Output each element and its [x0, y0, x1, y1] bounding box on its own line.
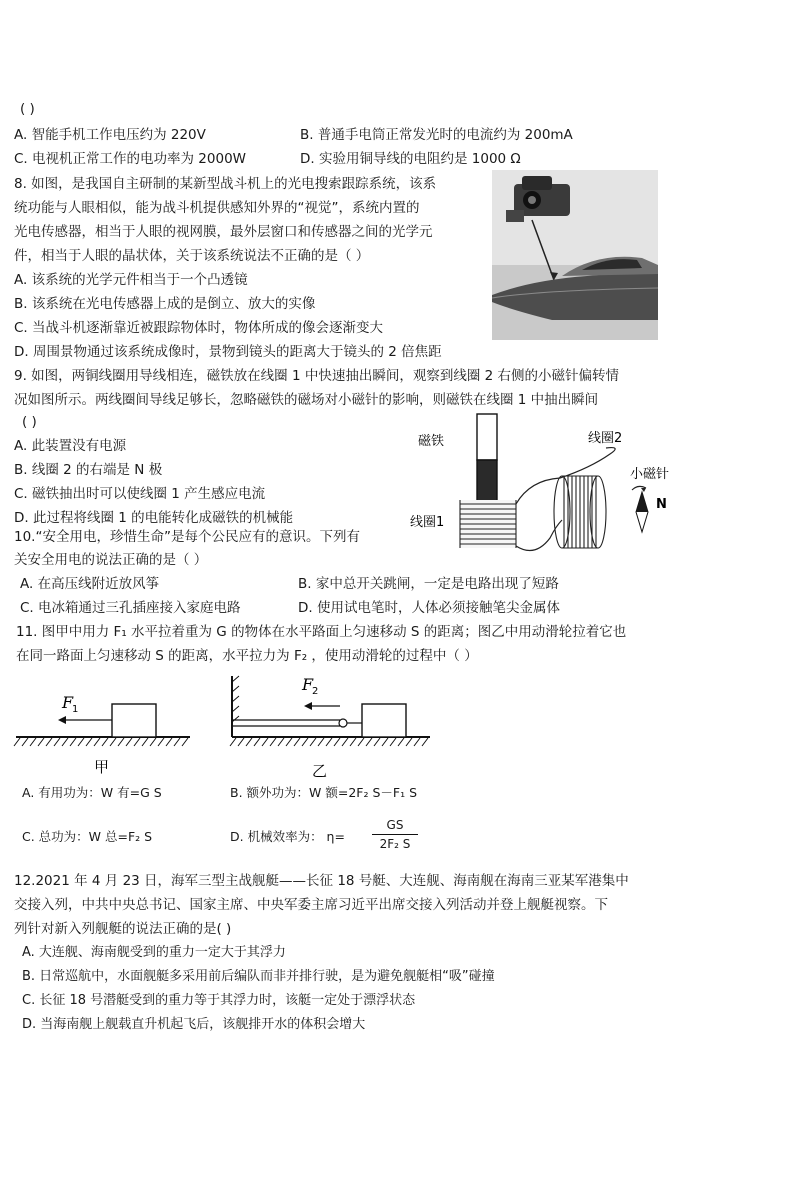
- q9-option-d: D. 此过程将线圈 1 的电能转化成磁铁的机械能: [14, 510, 294, 526]
- q10-option-b: B. 家中总开关跳闸，一定是电路出现了短路: [298, 576, 559, 592]
- magnet-label: 磁铁: [418, 434, 445, 449]
- q7-answer-bracket: ( ): [20, 101, 35, 117]
- magnet-bar: [477, 414, 497, 506]
- q8-option-c: C. 当战斗机逐渐靠近被跟踪物体时，物体所成的像会逐渐变大: [14, 320, 384, 336]
- q8-stem-line4: 件，相当于人眼的晶状体，关于该系统说法不正确的是（ ）: [14, 248, 370, 264]
- fighter-jet-illustration: [492, 170, 658, 340]
- q7-option-c: C. 电视机正常工作的电功率为 2000W: [14, 151, 247, 167]
- q9-stem-line1: 9. 如图，两铜线圈用导线相连，磁铁放在线圈 1 中快速抽出瞬间，观察到线圈 2 右侧的小磁针偏转情: [14, 368, 620, 384]
- block-jia: [112, 704, 156, 737]
- fraction-bar: [372, 834, 418, 835]
- q9-coil-diagram: [410, 408, 680, 568]
- efficiency-fraction: [370, 818, 420, 851]
- q10-option-d: D. 使用试电笔时，人体必须接触笔尖金属体: [298, 600, 560, 616]
- q8-option-d: D. 周围景物通过该系统成像时，景物到镜头的距离大于镜头的 2 倍焦距: [14, 344, 442, 360]
- coil2-label: 线圈2: [588, 431, 623, 446]
- force-f2-label: F: [302, 675, 314, 694]
- q12-option-d: D. 当海南舰上舰载直升机起飞后，该舰排开水的体积会增大: [22, 1017, 366, 1032]
- needle-n-label: N: [656, 497, 667, 512]
- figure-jia: [14, 693, 190, 776]
- q12-option-a: A. 大连舰、海南舰受到的重力一定大于其浮力: [22, 945, 286, 960]
- q8-stem-line2: 统功能与人眼相似，能为战斗机提供感知外界的“视觉”，系统内置的: [14, 200, 420, 216]
- figure-yi: [230, 675, 430, 780]
- q11-option-d: D. 机械效率为： η=: [230, 829, 345, 844]
- figure-yi-caption: 乙: [312, 762, 328, 780]
- block-yi: [362, 704, 406, 737]
- q8-option-a: A. 该系统的光学元件相当于一个凸透镜: [14, 272, 248, 288]
- q9-option-c: C. 磁铁抽出时可以使线圈 1 产生感应电流: [14, 486, 266, 502]
- q11-stem-line1: 11. 图甲中用力 F₁ 水平拉着重为 G 的物体在水平路面上匀速移动 S 的距离；图乙中用动滑轮拉着它也: [16, 624, 627, 640]
- fraction-denominator: 2F₂ S: [379, 837, 411, 851]
- q12-stem-line1: 12.2021 年 4 月 23 日，海军三型主战舰艇——长征 18 号艇、大连舰、海南舰在海南三亚某军港集中: [14, 873, 629, 889]
- q10-option-c: C. 电冰箱通过三孔插座接入家庭电路: [20, 600, 241, 616]
- needle-label: 小磁针: [630, 467, 670, 482]
- coil-1: [460, 500, 516, 548]
- q12-option-c: C. 长征 18 号潜艇受到的重力等于其浮力时，该艇一定处于漂浮状态: [22, 993, 416, 1008]
- q12-option-b: B. 日常巡航中，水面舰艇多采用前后编队而非并排行驶，是为避免舰艇相“吸”碰撞: [22, 969, 495, 984]
- q8-stem-line1: 8. 如图，是我国自主研制的某新型战斗机上的光电搜索跟踪系统，该系: [14, 176, 437, 192]
- q11-option-b: B. 额外功为：W 额=2F₂ S－F₁ S: [230, 785, 417, 800]
- q8-option-b: B. 该系统在光电传感器上成的是倒立、放大的实像: [14, 296, 316, 312]
- q10-option-a: A. 在高压线附近放风筝: [20, 576, 160, 592]
- coil1-label: 线圈1: [410, 515, 445, 530]
- compass-needle-icon: [632, 486, 648, 532]
- force-f1-label: F: [62, 693, 74, 712]
- figure-jia-caption: 甲: [94, 758, 110, 776]
- q11-option-a: A. 有用功为：W 有=G S: [22, 785, 162, 800]
- pulley-icon: [339, 719, 362, 727]
- q7-option-a: A. 智能手机工作电压约为 220V: [14, 127, 206, 143]
- q12-stem-line2: 交接入列，中共中央总书记、国家主席、中央军委主席习近平出席交接入列活动并登上舰艇视察。下: [14, 897, 608, 913]
- q9-option-b: B. 线圈 2 的右端是 N 极: [14, 462, 163, 478]
- q11-stem-line2: 在同一路面上匀速移动 S 的距离，水平拉力为 F₂ ，使用动滑轮的过程中（ ）: [16, 648, 478, 664]
- force-f1-subscript: 1: [72, 704, 79, 715]
- q8-fighter-jet-photo: [492, 170, 658, 340]
- q9-option-a: A. 此装置没有电源: [14, 438, 127, 454]
- q9-answer-bracket: ( ): [22, 414, 37, 430]
- q11-pulley-diagrams: [10, 672, 440, 780]
- q8-stem-line3: 光电传感器，相当于人眼的视网膜，最外层窗口和传感器之间的光学元: [14, 224, 433, 240]
- q7-option-b: B. 普通手电筒正常发光时的电流约为 200mA: [300, 127, 573, 143]
- q11-option-c: C. 总功为：W 总=F₂ S: [22, 829, 153, 844]
- q10-stem-line1: 10.“安全用电，珍惜生命”是每个公民应有的意识。下列有: [14, 529, 360, 545]
- q7-option-d: D. 实验用铜导线的电阻约是 1000 Ω: [300, 151, 521, 167]
- q9-stem-line2: 况如图所示。两线圈间导线足够长，忽略磁铁的磁场对小磁针的影响，则磁铁在线圈 1 中抽出瞬间: [14, 392, 599, 408]
- coil-2: [554, 476, 606, 548]
- fraction-numerator: GS: [386, 818, 404, 832]
- q12-stem-line3: 列针对新入列舰艇的说法正确的是( ): [14, 921, 232, 937]
- force-f2-subscript: 2: [312, 686, 319, 697]
- q10-stem-line2: 关安全用电的说法正确的是（ ）: [14, 552, 208, 568]
